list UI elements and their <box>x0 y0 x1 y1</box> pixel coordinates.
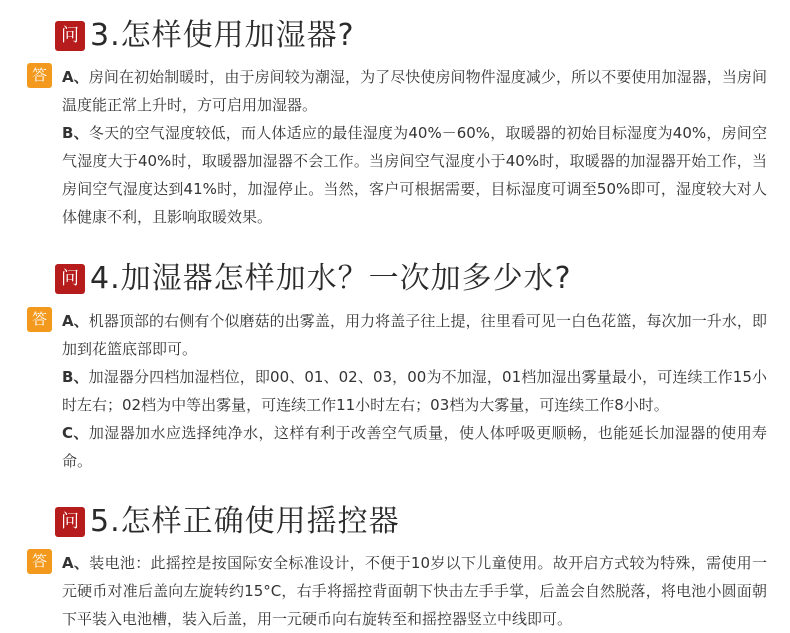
answer-item-text: 房间在初始制暖时，由于房间较为潮湿，为了尽快使房间物件湿度减少，所以不要使用加湿器，当房间温度能正常上升时，方可启用加湿器。 <box>62 68 767 114</box>
answer-badge: 答 <box>27 549 52 574</box>
answer-item <box>62 549 767 633</box>
answer-item-prefix: B、 <box>62 124 89 142</box>
answer-badge: 答 <box>27 63 52 88</box>
answer-item-prefix: A、 <box>62 312 89 330</box>
answer-item-text: 装电池：此摇控是按国际安全标准设计，不便于10岁以下儿童使用。故开启方式较为特殊，需使用一元硬币对准后盖向左旋转约15°C，右手将摇控背面朝下快击左手手掌，后盖会自然脱落，将电池小圆面朝下平装入电池槽，装入后盖，用一元硬币向右旋转至和摇控器竖立中线即可。 <box>62 554 768 628</box>
answer-body <box>62 549 767 633</box>
answer-item-text: 加湿器分四档加湿档位，即00、01、02、03，00为不加湿，01档加湿出雾量最小，可连续工作15小时左右；02档为中等出雾量，可连续工作11小时左右；03档为大雾量，可连续工作8小时。 <box>62 368 767 414</box>
answer-badge: 答 <box>27 307 52 332</box>
question-title: 5.怎样正确使用摇控器 <box>90 504 400 539</box>
answer-item-prefix: A、 <box>62 554 90 572</box>
answer-body <box>62 307 767 475</box>
question-badge: 问 <box>55 21 85 51</box>
answer-item <box>62 63 767 119</box>
answer-item <box>62 363 767 419</box>
answer-item <box>62 419 767 475</box>
answer-item-text: 机器顶部的右侧有个似磨菇的出雾盖，用力将盖子往上提，往里看可见一白色花篮，每次加一升水，即加到花篮底部即可。 <box>62 312 767 358</box>
answer-item-text: 冬天的空气湿度较低，而人体适应的最佳湿度为40%－60%，取暖器的初始目标湿度为40%，房间空气湿度大于40%时，取暖器加湿器不会工作。当房间空气湿度小于40%时，取暖器的加湿器开始工作，当房间空气湿度达到41%时，加湿停止。当然，客户可根据需要，目标湿度可调至50%即可，湿度较大对人体健康不利，且影响取暖效果。 <box>62 124 768 226</box>
question-badge: 问 <box>55 507 85 537</box>
answer-item <box>62 307 767 363</box>
question-title: 3.怎样使用加湿器? <box>90 18 355 53</box>
question-title: 4.加湿器怎样加水？一次加多少水? <box>90 261 572 296</box>
question-badge: 问 <box>55 264 85 294</box>
answer-item <box>62 119 767 231</box>
answer-item-prefix: B、 <box>62 368 89 386</box>
answer-item-prefix: C、 <box>62 424 89 442</box>
answer-item-text: 加湿器加水应选择纯净水，这样有利于改善空气质量，使人体呼吸更顺畅，也能延长加湿器的使用寿命。 <box>62 424 767 470</box>
answer-body <box>62 63 767 231</box>
answer-item-prefix: A、 <box>62 68 89 86</box>
